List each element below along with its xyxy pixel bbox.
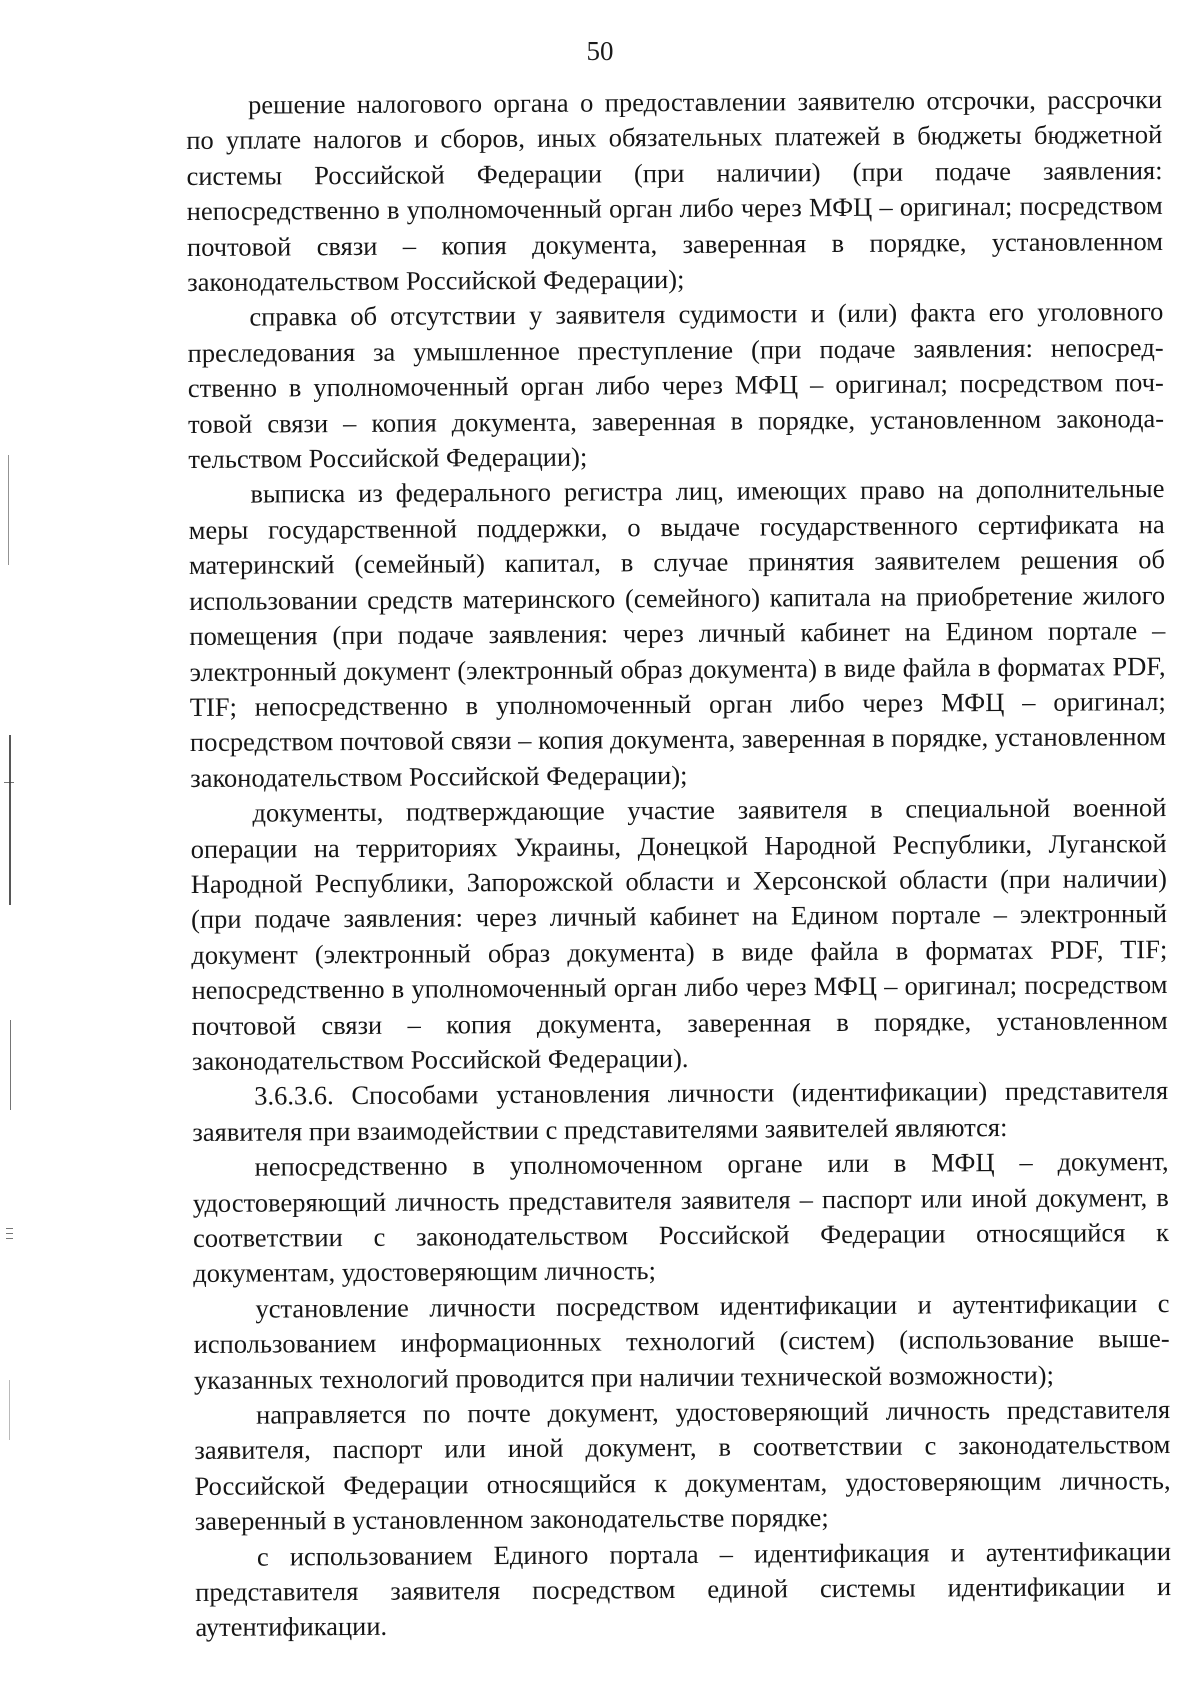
scan-artifact-line	[10, 1020, 11, 1110]
scan-artifact-line	[8, 455, 9, 565]
paragraph-military-operation-documents: документы, подтверждающие участие заявителя в специальной военной операции на территориях Украины, Донецкой Народной Республики, Луганской Народной Республики, Запорожской области и Херсонской области (при наличии) (при подаче заявления: через личный кабинет на Едином портале – электронный документ (электронный образ документа) в виде файла в форматах PDF, TIF; непосредственно в уполномоченный орган либо через МФЦ – оригинал; посредством почтовой связи – копия документа, заверенная в порядке, установленном законодательством Российской Федерации).	[190, 792, 1168, 1076]
scan-artifact-line	[4, 782, 14, 783]
scan-artifact-line	[9, 735, 11, 905]
paragraph-in-person-identification: непосредственно в уполномоченном органе или в МФЦ – документ, удостоверяющий личность представителя заявителя – паспорт или иной документ, в соответствии с законодательством Российской Федерации относящийся к документам, удостоверяющим личность;	[192, 1146, 1170, 1289]
paragraph-postal-identification: направляется по почте документ, удостоверяющий личность представителя заявителя, паспорт или иной документ, в соответствии с законодательством Российской Федерации относящийся к документам, удостоверяющим личность, заверенный в установленном законодательстве порядке;	[194, 1394, 1171, 1537]
paragraph-identification-methods: 3.6.3.6. Способами установления личности (идентификации) представителя заявителя при взаимодействии с представителями заявителей являются:	[192, 1075, 1169, 1147]
paragraph-tax-deferral-decision: решение налогового органа о предоставлении заявителю отсрочки, рассрочки по уплате налогов и сборов, иных обязательных платежей в бюджеты бюджетной системы Российской Федерации (при наличии) (при подаче заявления: непосредственно в уполномоченный орган либо через МФЦ – оригинал; посредством почтовой связи – копия документа, заверенная в порядке, установленном законодательством Российской Федерации);	[186, 84, 1164, 298]
paragraph-maternity-capital-extract: выписка из федерального регистра лиц, имеющих право на дополнительные меры государственной поддержки, о выдаче государственного сертификата на материнский (семейный) капитал, в случае принятия заявителем решения об использовании средств материнского (семейного) капитала на приобретение жилого помещения (при подаче заявления: через личный кабинет на Едином портале – электронный документ (электронный образ документа) в виде файла в форматах PDF, TIF; непосредственно в уполномоченный орган либо через МФЦ – оригинал; посредством почтовой связи – копия документа, заверенная в порядке, установленном законодательством Российской Федерации);	[188, 473, 1167, 793]
scan-artifact-line	[6, 1233, 13, 1234]
page-number: 50	[586, 36, 614, 66]
scan-artifact-line	[6, 1238, 13, 1239]
document-body	[186, 82, 1171, 1646]
paragraph-it-identification: установление личности посредством идентификации и аутентификации с использованием информационных технологий (систем) (использование вышеуказанных технологий проводится при наличии технической возможности);	[193, 1287, 1170, 1395]
scan-artifact-line	[9, 1380, 10, 1440]
paragraph-portal-identification: с использованием Единого портала – идентификация и аутентификации представителя заявителя посредством единой системы идентификации и аутентификации.	[195, 1535, 1172, 1643]
scan-artifact-line	[6, 1228, 13, 1229]
paragraph-criminal-record-certificate: справка об отсутствии у заявителя судимости и (или) факта его уголовного преследования за умышленное преступление (при подаче заявления: непосредственно в уполномоченный орган либо через МФЦ – оригинал; посредством почтовой связи – копия документа, заверенная в порядке, установленном законодательством Российской Федерации);	[187, 296, 1165, 475]
